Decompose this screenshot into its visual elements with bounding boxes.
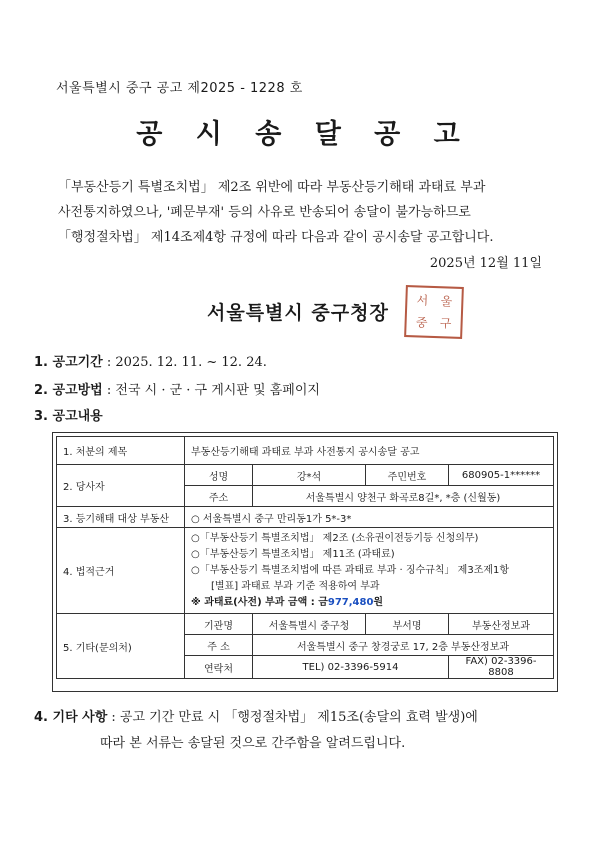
row-law-value xyxy=(185,528,554,614)
org-label: 기관명 xyxy=(185,614,253,635)
id-value: 680905-1****** xyxy=(449,465,554,486)
document-title: 공 시 송 달 공 고 xyxy=(136,119,472,150)
dept-label: 부서명 xyxy=(366,614,449,635)
fax-value: FAX) 02-3396-8808 xyxy=(449,656,554,679)
body-line-3: 「행정절차법」 제14조제4항 규정에 따라 다음과 같이 공시송달 공고합니다. xyxy=(58,230,494,245)
law-line-4: [별표] 과태료 부과 기준 적용하여 부과 xyxy=(211,580,380,592)
notice-number: 서울특별시 중구 공고 제2025 - 1228 호 xyxy=(56,81,303,96)
name-label: 성명 xyxy=(185,465,253,486)
addr-value: 서울특별시 양천구 화곡로8길*, *층 (신월동) xyxy=(253,486,554,507)
item-period-label: 1. 공고기간 xyxy=(34,355,103,370)
item-content-label: 3. 공고내용 xyxy=(34,409,103,424)
footer-text-2: 따라 본 서류는 송달된 것으로 간주함을 알려드립니다. xyxy=(100,736,406,751)
body-line-2: 사전통지하였으나, '폐문부재' 등의 사유로 반송되어 송달이 불가능하므로 xyxy=(58,205,471,220)
id-label: 주민번호 xyxy=(366,465,449,486)
tel-value: TEL) 02-3396-5914 xyxy=(253,656,449,679)
fine-suffix: 원 xyxy=(373,596,384,608)
footer-line-1 xyxy=(34,704,478,732)
name-value: 강*석 xyxy=(253,465,366,486)
item-method-label: 2. 공고방법 xyxy=(34,383,103,398)
fine-prefix: ※ 과태료(사전) 부과 금액 : 금 xyxy=(191,596,328,608)
law-line-1: ○「부동산등기 특별조치법」 제2조 (소유권이전등기등 신청의무) xyxy=(191,532,479,544)
issuer-name: 서울특별시 중구청장 xyxy=(207,302,389,324)
item-method xyxy=(34,379,320,398)
seal-char: 울 xyxy=(440,294,453,309)
law-line-3: ○「부동산등기 특별조치법에 따른 과태료 부과 · 징수규칙」 제3조제1항 xyxy=(191,564,510,576)
addr-label: 주소 xyxy=(185,486,253,507)
row-title-value: 부동산등기해태 과태료 부과 사전통지 공시송달 공고 xyxy=(185,437,554,465)
seal-char: 서 xyxy=(416,293,429,308)
row-property-value: ○ 서울특별시 중구 만리동1가 5*-3* xyxy=(185,507,554,528)
item-content xyxy=(34,405,103,424)
contact-label: 연락처 xyxy=(185,656,253,679)
row-property-label: 3. 등기해태 대상 부동산 xyxy=(57,507,185,528)
loc-value: 서울특별시 중구 창경궁로 17, 2층 부동산정보과 xyxy=(253,635,554,656)
footer-label: 4. 기타 사항 xyxy=(34,710,108,725)
seal-char: 구 xyxy=(439,316,452,331)
item-method-value: : 전국 시 · 군 · 구 게시판 및 홈페이지 xyxy=(106,383,320,398)
loc-label: 주 소 xyxy=(185,635,253,656)
row-contact-label: 5. 기타(문의처) xyxy=(57,614,185,679)
body-line-1: 「부동산등기 특별조치법」 제2조 위반에 따라 부동산등기해태 과태료 부과 xyxy=(58,180,486,195)
dept-value: 부동산정보과 xyxy=(449,614,554,635)
fine-amount: 977,480 xyxy=(327,596,374,608)
footer-text-1: : 공고 기간 만료 시 「행정절차법」 제15조(송달의 효력 발생)에 xyxy=(111,710,478,725)
item-period-value: : 2025. 12. 11. ~ 12. 24. xyxy=(106,355,267,370)
notice-date: 2025년 12월 11일 xyxy=(429,256,542,271)
row-party-label: 2. 당사자 xyxy=(57,465,185,507)
notice-detail-table xyxy=(56,436,554,679)
row-law-label: 4. 법적근거 xyxy=(57,528,185,614)
law-line-2: ○「부동산등기 특별조치법」 제11조 (과태료) xyxy=(191,548,395,560)
official-seal-stamp xyxy=(404,285,464,339)
fine-line xyxy=(191,595,547,611)
row-title-label: 1. 처분의 제목 xyxy=(57,437,185,465)
org-value: 서울특별시 중구청 xyxy=(253,614,366,635)
seal-char: 중 xyxy=(415,315,428,330)
body-paragraph xyxy=(58,175,558,250)
item-period xyxy=(34,351,267,370)
